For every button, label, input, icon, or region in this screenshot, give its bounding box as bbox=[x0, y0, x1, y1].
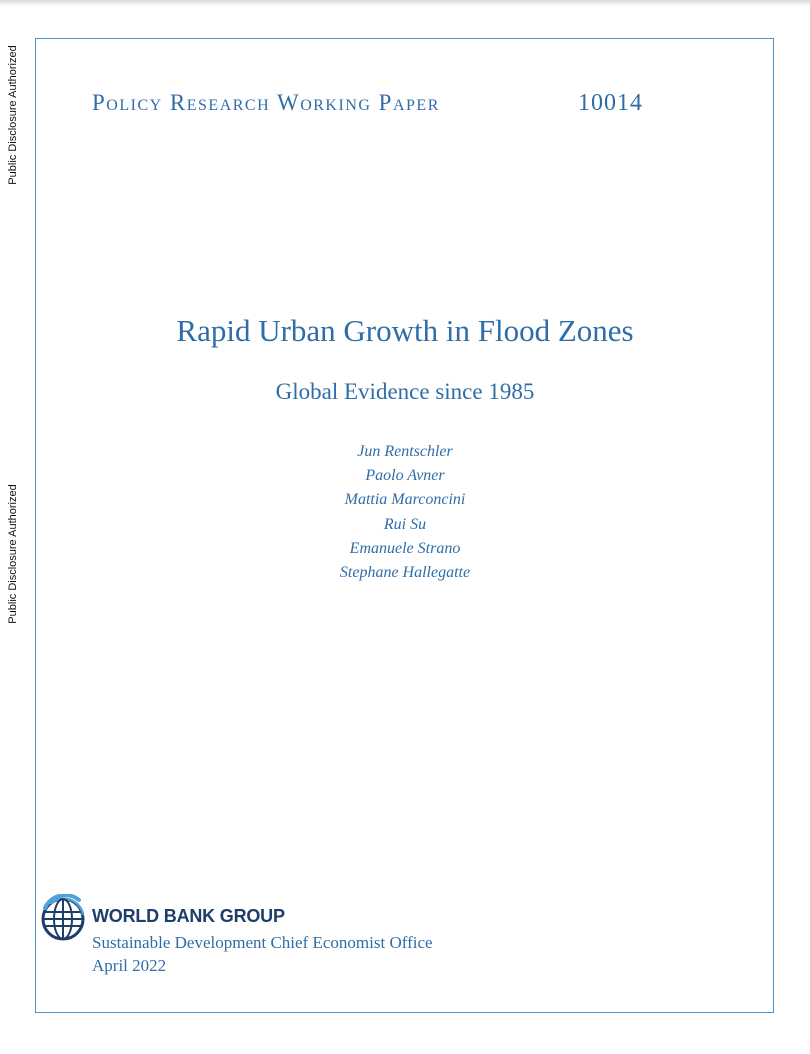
series-title: Policy Research Working Paper bbox=[92, 90, 440, 115]
office-name: Sustainable Development Chief Economist Office bbox=[92, 933, 433, 952]
publication-date: April 2022 bbox=[92, 956, 167, 975]
paper-title: Rapid Urban Growth in Flood Zones bbox=[176, 313, 634, 348]
author: Rui Su bbox=[383, 515, 427, 533]
disclosure-label-bottom: Public Disclosure Authorized bbox=[7, 484, 19, 624]
author: Emanuele Strano bbox=[349, 539, 461, 557]
disclosure-label-top: Public Disclosure Authorized bbox=[7, 45, 19, 185]
paper-subtitle: Global Evidence since 1985 bbox=[275, 379, 535, 404]
author: Stephane Hallegatte bbox=[339, 564, 471, 582]
brand-wordmark: WORLD BANK GROUP bbox=[92, 906, 285, 926]
author: Jun Rentschler bbox=[357, 443, 453, 460]
author: Paolo Avner bbox=[365, 467, 445, 485]
world-bank-globe-icon bbox=[39, 894, 87, 942]
page-top-shadow bbox=[0, 0, 810, 6]
author: Mattia Marconcini bbox=[344, 491, 466, 509]
author-list bbox=[0, 440, 810, 585]
paper-number: 10014 bbox=[578, 90, 643, 116]
